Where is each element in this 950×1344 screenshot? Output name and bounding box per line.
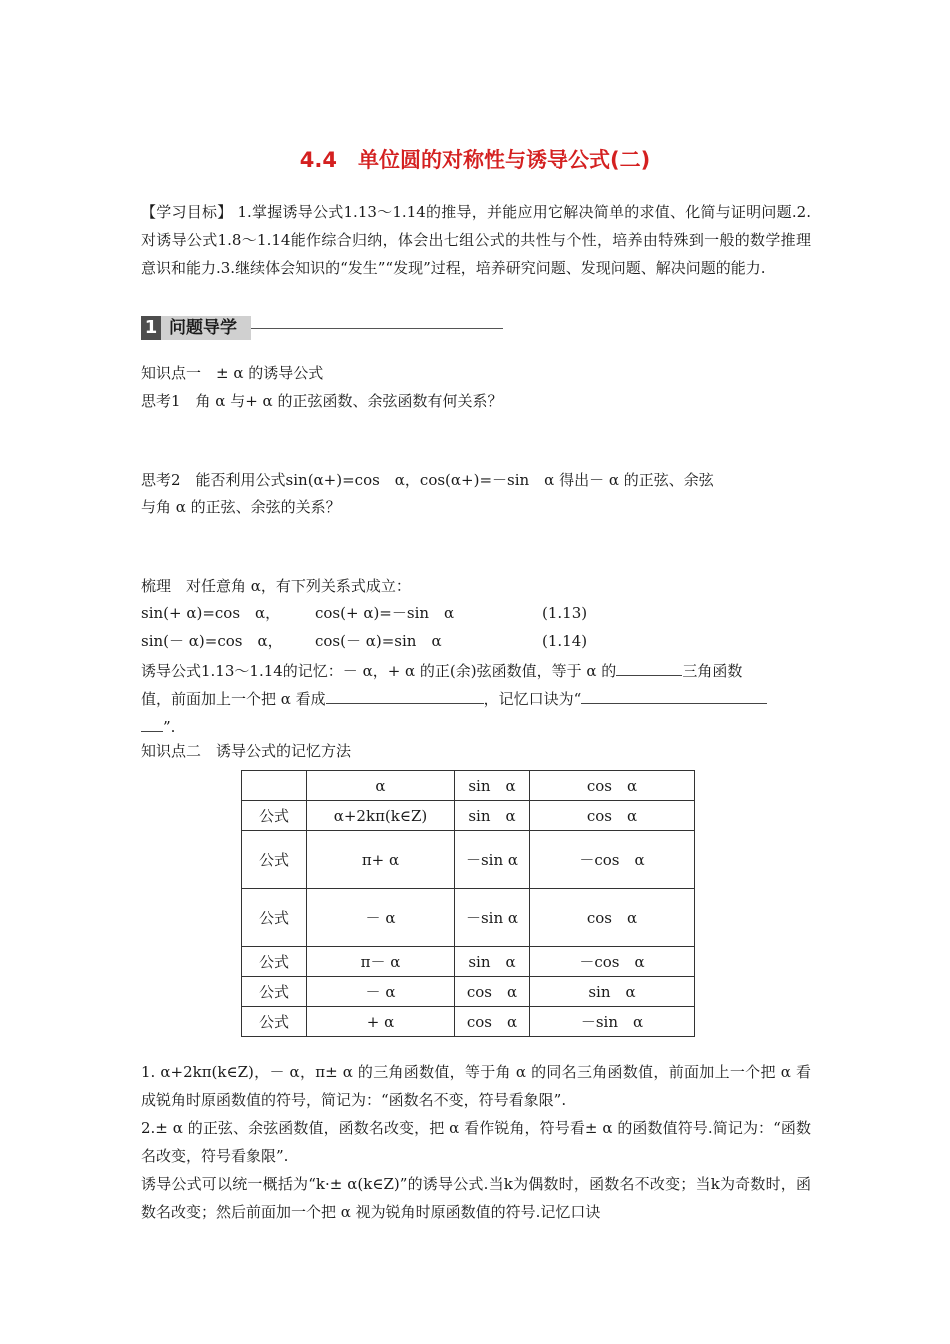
section-number: 1 bbox=[141, 316, 161, 340]
table-header-cell bbox=[242, 771, 307, 801]
table-cell: sin α bbox=[530, 977, 695, 1007]
summary-intro: 梳理 对任意角 α，有下列关系式成立： bbox=[141, 577, 411, 595]
formula-1-14-tag: (1.14) bbox=[542, 632, 588, 650]
fill-blank-3-cont[interactable] bbox=[141, 715, 163, 732]
table-cell: 公式 bbox=[242, 801, 307, 831]
table-cell: 公式 bbox=[242, 947, 307, 977]
memo-text-a: 诱导公式1.13～1.14的记忆：－ α，+ α 的正(余)弦函数值，等于 α 的 bbox=[141, 662, 617, 680]
section-label: 问题导学 bbox=[161, 316, 251, 340]
think-question-2-line1: 思考2 能否利用公式sin(α+)=cos α，cos(α+)=－sin α 得出－ α 的正弦、余弦 bbox=[141, 471, 714, 489]
knowledge-point-2: 知识点二 诱导公式的记忆方法 bbox=[141, 742, 352, 760]
table-cell: cos α bbox=[455, 1007, 530, 1037]
memo-line-2 bbox=[141, 687, 767, 709]
table-row bbox=[242, 889, 695, 947]
memo-text-d: ，记忆口诀为“ bbox=[483, 690, 582, 708]
knowledge-point-1: 知识点一 ± α 的诱导公式 bbox=[141, 364, 324, 382]
formula-1-14 bbox=[141, 631, 588, 651]
page-title: 4.4 单位圆的对称性与诱导公式(二) bbox=[299, 148, 651, 172]
memo-line-1 bbox=[141, 659, 742, 681]
table-cell: －sin α bbox=[530, 1007, 695, 1037]
memo-line-3 bbox=[141, 715, 175, 737]
fill-blank-1[interactable] bbox=[616, 659, 682, 676]
table-cell: 公式 bbox=[242, 831, 307, 889]
table-row bbox=[242, 947, 695, 977]
table-cell: π－ α bbox=[307, 947, 455, 977]
table-cell: 公式 bbox=[242, 889, 307, 947]
section-header bbox=[141, 316, 503, 340]
table-cell: cos α bbox=[530, 889, 695, 947]
memo-text-e: ”. bbox=[163, 718, 176, 736]
note-2: 2.± α 的正弦、余弦函数值，函数名改变，把 α 看作锐角，符号看± α 的函数值符号.简记为：“函数名改变，符号看象限”. bbox=[141, 1119, 811, 1165]
table-cell: 公式 bbox=[242, 1007, 307, 1037]
table-row bbox=[242, 831, 695, 889]
think-question-1: 思考1 角 α 与+ α 的正弦函数、余弦函数有何关系？ bbox=[141, 392, 503, 410]
formula-table bbox=[241, 770, 695, 1037]
table-cell: 公式 bbox=[242, 977, 307, 1007]
fill-blank-2[interactable] bbox=[326, 687, 484, 704]
memo-text-b: 三角函数 bbox=[682, 662, 743, 680]
table-cell: π+ α bbox=[307, 831, 455, 889]
table-header-cell: cos α bbox=[530, 771, 695, 801]
table-cell: cos α bbox=[530, 801, 695, 831]
table-cell: cos α bbox=[455, 977, 530, 1007]
table-cell: + α bbox=[307, 1007, 455, 1037]
table-cell: sin α bbox=[455, 801, 530, 831]
formula-1-13 bbox=[141, 603, 588, 623]
table-header-row bbox=[242, 771, 695, 801]
learning-objectives: 【学习目标】 1.掌握诱导公式1.13～1.14的推导，并能应用它解决简单的求值、化简与证明问题.2.对诱导公式1.8～1.14能作综合归纳，体会出七组公式的共性与个性，培养由特殊到一般的数学推理意识和能力.3.继续体会知识的“发生”“发现”过程，培养研究问题、发现问题、解决问题的能力. bbox=[141, 203, 811, 277]
table-cell: － α bbox=[307, 889, 455, 947]
table-header-cell: α bbox=[307, 771, 455, 801]
table-cell: －cos α bbox=[530, 947, 695, 977]
table-cell: sin α bbox=[455, 947, 530, 977]
formula-1-13-sin: sin(+ α)=cos α， bbox=[141, 604, 281, 622]
formula-1-13-tag: (1.13) bbox=[542, 604, 588, 622]
table-cell: －sin α bbox=[455, 889, 530, 947]
note-3: 诱导公式可以统一概括为“k·± α(k∈Z)”的诱导公式.当k为偶数时，函数名不改变；当k为奇数时，函数名改变；然后前面加一个把 α 视为锐角时原函数值的符号.记忆口诀 bbox=[141, 1175, 811, 1221]
table-cell: －cos α bbox=[530, 831, 695, 889]
note-1: 1. α+2kπ(k∈Z)，－ α，π± α 的三角函数值，等于角 α 的同名三角函数值，前面加上一个把 α 看成锐角时原函数值的符号，简记为：“函数名不变，符号看象限”. bbox=[141, 1063, 811, 1109]
formula-1-13-cos: cos(+ α)=－sin α bbox=[315, 604, 455, 622]
table-cell: α+2kπ(k∈Z) bbox=[307, 801, 455, 831]
memo-text-c: 值，前面加上一个把 α 看成 bbox=[141, 690, 326, 708]
fill-blank-3[interactable] bbox=[581, 687, 767, 704]
table-row bbox=[242, 1007, 695, 1037]
formula-1-14-sin: sin(－ α)=cos α， bbox=[141, 632, 283, 650]
table-row bbox=[242, 977, 695, 1007]
formula-1-14-cos: cos(－ α)=sin α bbox=[315, 632, 442, 650]
table-row bbox=[242, 801, 695, 831]
table-cell: － α bbox=[307, 977, 455, 1007]
table-header-cell: sin α bbox=[455, 771, 530, 801]
section-rule bbox=[251, 328, 503, 329]
table-cell: －sin α bbox=[455, 831, 530, 889]
think-question-2-line2: 与角 α 的正弦、余弦的关系？ bbox=[141, 498, 341, 516]
